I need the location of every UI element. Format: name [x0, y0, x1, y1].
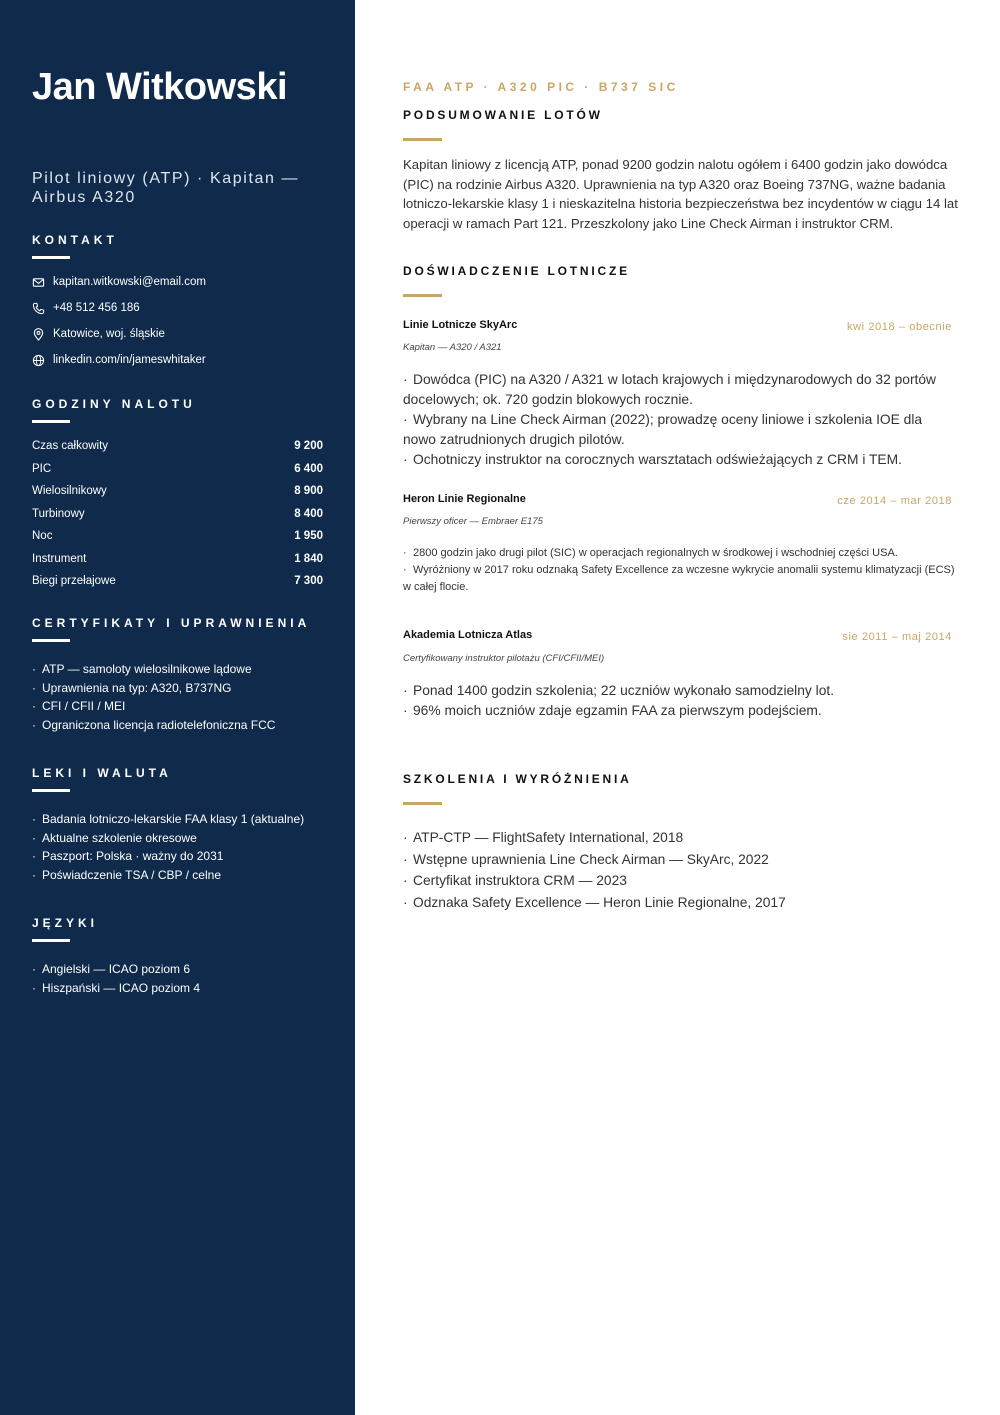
hours-label: Noc [32, 530, 53, 542]
globe-icon [32, 354, 45, 367]
certs-heading: CERTYFIKATY I UPRAWNIENIA [32, 616, 311, 630]
sidebar [0, 0, 355, 1415]
list-item: · Wybrany na Line Check Airman (2022); prowadzę oceny liniowe i szkolenia IOE dla nowo zatrudnionych drugich pilotów. [403, 412, 923, 447]
list-item-text: Odznaka Safety Excellence — Heron Linie Regionalne, 2017 [413, 894, 786, 910]
list-item-text: 2800 godzin jako drugi pilot (SIC) w operacjach regionalnych w środkowej i wschodniej części USA. [413, 547, 898, 559]
list-item-text: Dowódca (PIC) na A320 / A321 w lotach krajowych i międzynarodowych do 32 portów docelowych; ok. 720 godzin blokowych rocznie. [403, 372, 937, 407]
list-item-text: Poświadczenie TSA / CBP / celne [42, 867, 221, 882]
job-company: Heron Linie Regionalne [403, 493, 526, 505]
list-item: · 96% moich uczniów zdaje egzamin FAA za pierwszym podejściem. [403, 703, 822, 718]
job-role: Certyfikowany instruktor pilotażu (CFI/CFII/MEI) [403, 653, 605, 664]
medical-list [32, 810, 304, 884]
list-item-text: Wybrany na Line Check Airman (2022); prowadzę oceny liniowe i szkolenia IOE dla nowo zatrudnionych drugich pilotów. [403, 412, 923, 447]
list-item: · Angielski — ICAO poziom 6 [32, 962, 191, 976]
hours-row [32, 485, 323, 497]
job-role: Pierwszy oficer — Embraer E175 [403, 516, 543, 527]
job-company: Linie Lotnicze SkyArc [403, 319, 518, 331]
list-item-text: Angielski — ICAO poziom 6 [42, 962, 191, 976]
job-bullets [403, 681, 958, 721]
list-item-text: Hiszpański — ICAO poziom 4 [42, 980, 201, 995]
summary-text: Kapitan liniowy z licencją ATP, ponad 9200 godzin nalotu ogółem i 6400 godzin jako dowódca (PIC) na rodzinie Airbus A320. Uprawnienia na typ A320 oraz Boeing 737NG, ważne badania lotniczo-lekarskie klasy 1 i nieskazitelna historia bezpieczeństwa bez incydentów w ciągu 14 lat operacji w ramach Part 121. Przeszkolony jako Line Check Airman i instruktor CRM. [403, 157, 958, 231]
contact-phone-text: +48 512 456 186 [53, 302, 140, 314]
contact-email[interactable] [32, 272, 206, 292]
list-item-text: ATP — samoloty wielosilnikowe lądowe [42, 662, 252, 676]
summary-heading: PODSUMOWANIE LOTÓW [403, 108, 603, 122]
certs-list [32, 660, 275, 734]
list-item-text: Badania lotniczo-lekarskie FAA klasy 1 (aktualne) [42, 812, 305, 826]
list-item-text: 96% moich uczniów zdaje egzamin FAA za pierwszym podejściem. [413, 703, 822, 718]
list-item-text: Certyfikat instruktora CRM — 2023 [413, 873, 627, 888]
list-item: · Ochotniczy instruktor na corocznych warsztatach odświeżających z CRM i TEM. [403, 452, 902, 467]
training-rule [403, 802, 442, 805]
contact-location [32, 324, 165, 344]
list-item: · Poświadczenie TSA / CBP / celne [32, 867, 221, 882]
experience-rule [403, 294, 442, 297]
list-item: · Badania lotniczo-lekarskie FAA klasy 1 (aktualne) [32, 812, 305, 826]
contact-email-text: kapitan.witkowski@email.com [53, 276, 206, 288]
list-item-text: ATP-CTP — FlightSafety International, 2018 [413, 830, 684, 845]
hours-value: 7 300 [294, 575, 323, 587]
list-item: · Wyróżniony w 2017 roku odznaką Safety Excellence za wczesne wykrycie anomalii systemu klimatyzacji (ECS) w całej flocie. [403, 564, 955, 593]
list-item: · Uprawnienia na typ: A320, B737NG [32, 680, 232, 695]
job-dates: sie 2011 – maj 2014 [842, 631, 952, 643]
contact-linkedin[interactable] [32, 350, 206, 370]
list-item: · Dowódca (PIC) na A320 / A321 w lotach krajowych i międzynarodowych do 32 portów docelowych; ok. 720 godzin blokowych rocznie. [403, 372, 937, 407]
hours-label: Czas całkowity [32, 440, 109, 452]
hours-rule [32, 420, 70, 423]
list-item-text: Ponad 1400 godzin szkolenia; 22 uczniów wykonało samodzielny lot. [413, 683, 835, 698]
candidate-title: Pilot liniowy (ATP) · Kapitan — Airbus A320 [32, 170, 300, 206]
tagline: FAA ATP · A320 PIC · B737 SIC [403, 80, 679, 94]
hours-row [32, 530, 323, 542]
hours-label: Turbinowy [32, 507, 85, 520]
hours-value: 1 950 [294, 530, 323, 542]
contact-rule [32, 256, 70, 259]
summary-rule [403, 138, 442, 141]
list-item-text: Aktualne szkolenie okresowe [42, 830, 197, 845]
medical-rule [32, 789, 70, 792]
job-bullets [403, 370, 958, 470]
languages-heading: JĘZYKI [32, 916, 99, 930]
list-item-text: Ograniczona licencja radiotelefoniczna FCC [42, 717, 276, 732]
hours-row [32, 463, 323, 475]
contact-phone[interactable] [32, 298, 140, 318]
list-item: · ATP — samoloty wielosilnikowe lądowe [32, 662, 252, 676]
training-heading: SZKOLENIA I WYRÓŻNIENIA [403, 772, 632, 786]
list-item-text: Wyróżniony w 2017 roku odznaką Safety Excellence za wczesne wykrycie anomalii systemu klimatyzacji (ECS) w całej flocie. [403, 564, 955, 593]
contact-linkedin-text: linkedin.com/in/jameswhitaker [53, 354, 206, 366]
languages-list [32, 960, 200, 997]
main-content [355, 0, 1000, 1415]
candidate-name: Jan Witkowski [32, 66, 288, 108]
list-item: · 2800 godzin jako drugi pilot (SIC) w operacjach regionalnych w środkowej i wschodniej części USA. [403, 547, 898, 559]
list-item: · Certyfikat instruktora CRM — 2023 [403, 873, 627, 888]
certs-rule [32, 639, 70, 642]
phone-icon [32, 302, 45, 315]
hours-row [32, 575, 323, 587]
list-item-text: Uprawnienia na typ: A320, B737NG [42, 680, 232, 695]
hours-label: PIC [32, 462, 52, 475]
list-item: · Odznaka Safety Excellence — Heron Linie Regionalne, 2017 [403, 894, 786, 910]
hours-value: 1 840 [294, 552, 323, 565]
medical-heading: LEKI I WALUTA [32, 766, 172, 780]
list-item-text: Wstępne uprawnienia Line Check Airman — SkyArc, 2022 [413, 851, 769, 867]
list-item-text: CFI / CFII / MEI [42, 699, 126, 713]
list-item: · CFI / CFII / MEI [32, 699, 126, 713]
contact-heading: KONTAKT [32, 233, 118, 247]
list-item: · Ograniczona licencja radiotelefoniczna FCC [32, 717, 276, 732]
hours-label: Wielosilnikowy [32, 485, 107, 497]
job-dates: cze 2014 – mar 2018 [837, 495, 952, 507]
hours-value: 8 900 [294, 485, 323, 497]
hours-label: Instrument [32, 552, 87, 565]
list-item: · Paszport: Polska · ważny do 2031 [32, 849, 224, 863]
hours-row [32, 440, 323, 452]
list-item-text: Ochotniczy instruktor na corocznych warsztatach odświeżających z CRM i TEM. [413, 452, 902, 467]
list-item: · Aktualne szkolenie okresowe [32, 830, 197, 845]
mail-icon [32, 276, 45, 289]
list-item: · Ponad 1400 godzin szkolenia; 22 uczniów wykonało samodzielny lot. [403, 683, 835, 698]
hours-value: 8 400 [294, 507, 323, 520]
hours-row [32, 553, 323, 565]
job-company: Akademia Lotnicza Atlas [403, 629, 533, 641]
job-bullets [403, 545, 958, 596]
list-item-text: Paszport: Polska · ważny do 2031 [42, 849, 224, 863]
job-dates: kwi 2018 – obecnie [847, 321, 952, 333]
hours-row [32, 508, 323, 520]
languages-rule [32, 939, 70, 942]
hours-heading: GODZINY NALOTU [32, 397, 196, 411]
experience-heading: DOŚWIADCZENIE LOTNICZE [403, 264, 630, 278]
training-list [403, 827, 958, 913]
contact-location-text: Katowice, woj. śląskie [53, 328, 165, 340]
hours-value: 6 400 [294, 462, 323, 475]
list-item: · ATP-CTP — FlightSafety International, 2018 [403, 830, 684, 845]
map-pin-icon [32, 328, 45, 341]
list-item: · Hiszpański — ICAO poziom 4 [32, 980, 201, 995]
job-role: Kapitan — A320 / A321 [403, 342, 502, 353]
hours-label: Biegi przełajowe [32, 575, 116, 587]
hours-value: 9 200 [294, 440, 323, 452]
list-item: · Wstępne uprawnienia Line Check Airman — SkyArc, 2022 [403, 851, 769, 867]
